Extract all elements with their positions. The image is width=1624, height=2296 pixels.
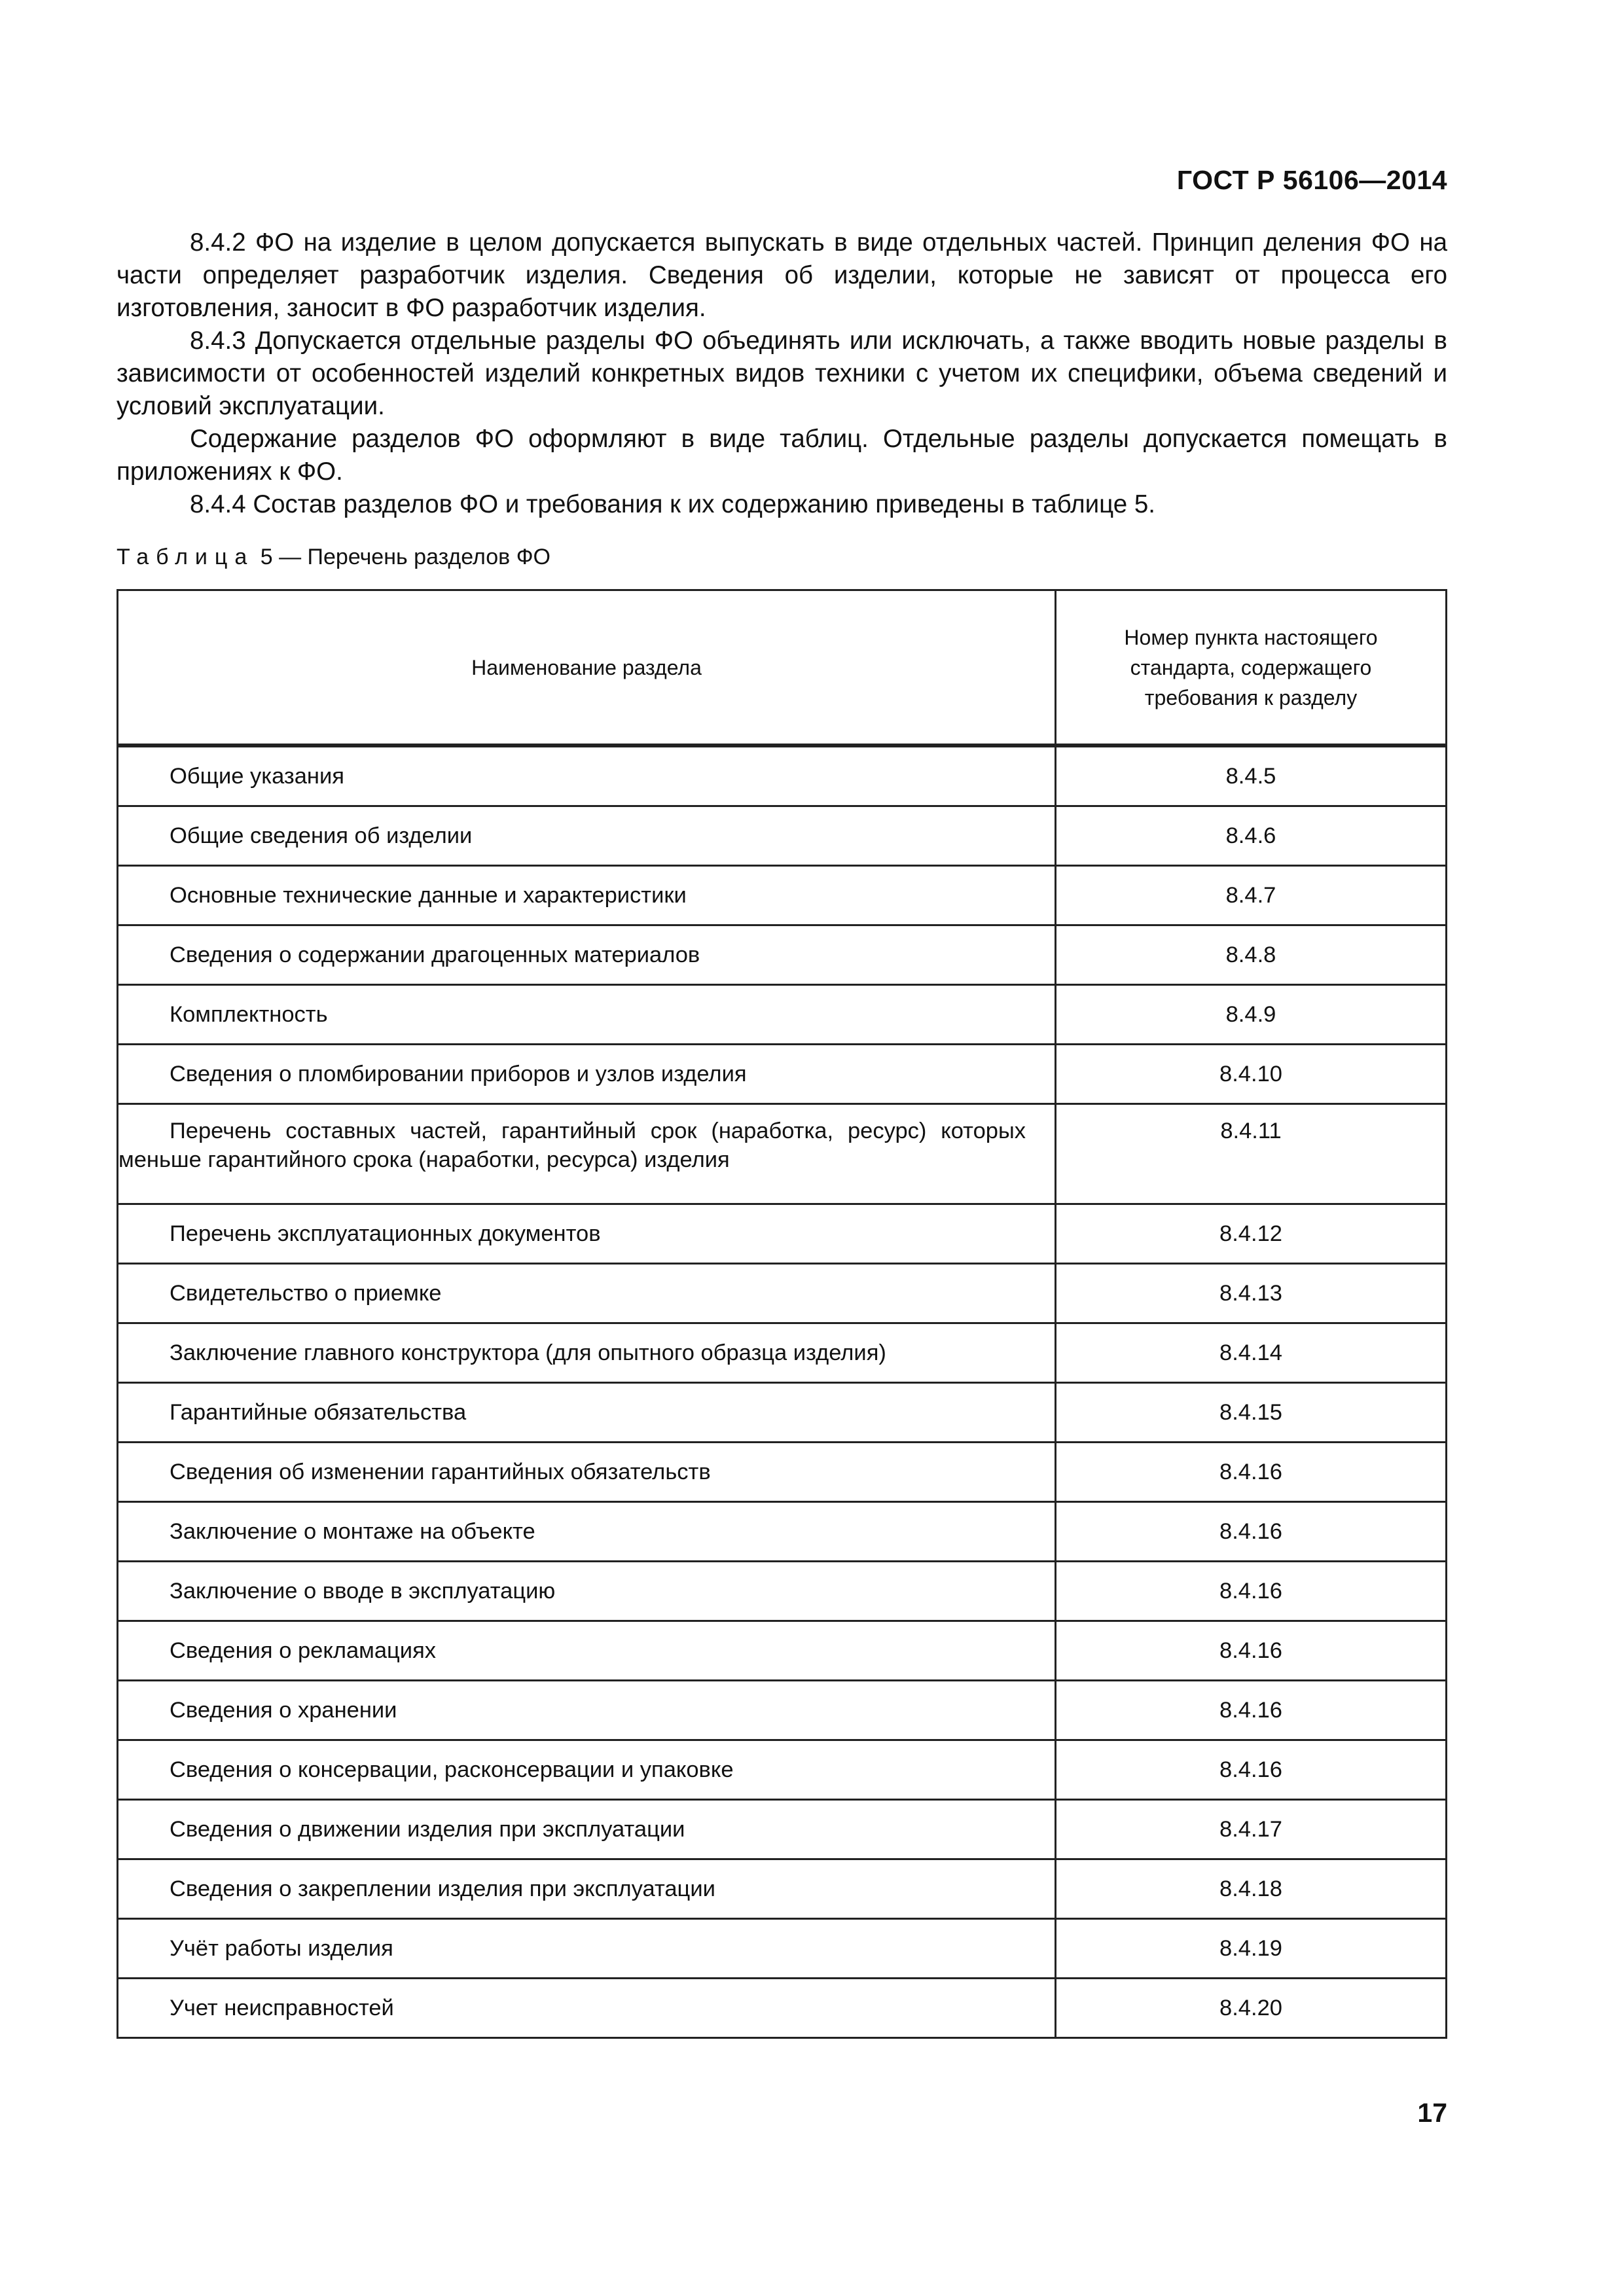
header-clause-line-3: требования к разделу [1144,685,1358,709]
row-section-name: Сведения о консервации, расконсервации и упаковке [118,1740,1056,1800]
row-section-name: Сведения о хранении [118,1681,1056,1740]
table-row [118,745,1447,806]
row-clause-number: 8.4.16 [1056,1562,1447,1621]
row-clause-number: 8.4.8 [1056,925,1447,985]
row-clause-number: 8.4.20 [1056,1979,1447,2038]
row-section-name-cell [118,1104,1056,1204]
table-row [118,1443,1447,1502]
table-row [118,1919,1447,1979]
row-clause-number: 8.4.18 [1056,1859,1447,1919]
row-section-name: Свидетельство о приемке [118,1264,1056,1323]
header-clause-line-2: стандарта, содержащего [1130,655,1372,679]
row-section-name: Комплектность [118,985,1056,1045]
paragraph-8-4-3: 8.4.3 Допускается отдельные разделы ФО объединять или исключать, а также вводить новые разделы в зависимости от особенностей изделий конкретных видов техники с учетом их специфики, объема сведений и условий эксплуатации. [117,327,1447,420]
row-section-name: Гарантийные обязательства [118,1383,1056,1443]
table-row [118,1383,1447,1443]
table-row [118,1323,1447,1383]
header-section-name: Наименование раздела [118,590,1056,746]
row-section-name: Сведения о пломбировании приборов и узлов изделия [118,1045,1056,1104]
paragraph-8-4-4: 8.4.4 Состав разделов ФО и требования к их содержанию приведены в таблице 5. [190,490,1155,518]
row-clause-number: 8.4.16 [1056,1740,1447,1800]
row-clause-number: 8.4.16 [1056,1621,1447,1681]
table-row [118,1502,1447,1562]
table-caption-title: 5 — Перечень разделов ФО [254,545,550,569]
paragraph-8-4-2: 8.4.2 ФО на изделие в целом допускается выпускать в виде отдельных частей. Принцип деления ФО на части определяет разработчик изделия. Сведения об изделии, которые не зависят от процесса его изготовления, заносит в ФО разработчик изделия. [117,228,1447,322]
row-clause-number: 8.4.16 [1056,1443,1447,1502]
row-clause-number: 8.4.10 [1056,1045,1447,1104]
row-section-name: Заключение о монтаже на объекте [118,1502,1056,1562]
row-section-name: Сведения об изменении гарантийных обязательств [118,1443,1056,1502]
table-row [118,1681,1447,1740]
row-section-name: Сведения о рекламациях [118,1621,1056,1681]
table-row [118,1621,1447,1681]
sections-table [117,589,1447,2039]
row-section-name: Сведения о движении изделия при эксплуатации [118,1800,1056,1859]
body-text [117,226,1447,521]
row-clause-number: 8.4.6 [1056,806,1447,866]
table-row [118,1204,1447,1264]
table-row [118,1979,1447,2038]
table-row [118,1264,1447,1323]
row-section-name: Учёт работы изделия [118,1919,1056,1979]
header-clause-number [1056,590,1447,746]
table-row [118,925,1447,985]
row-section-name: Сведения о содержании драгоценных материалов [118,925,1056,985]
row-section-name: Заключение о вводе в эксплуатацию [118,1562,1056,1621]
table-row [118,1800,1447,1859]
row-section-name: Сведения о закреплении изделия при эксплуатации [118,1859,1056,1919]
row-clause-number: 8.4.16 [1056,1681,1447,1740]
table-row [118,1859,1447,1919]
table-row [118,985,1447,1045]
table-row [118,1562,1447,1621]
row-clause-number: 8.4.17 [1056,1800,1447,1859]
row-section-name: Основные технические данные и характеристики [118,866,1056,925]
row-clause-number: 8.4.13 [1056,1264,1447,1323]
row-clause-number: 8.4.14 [1056,1323,1447,1383]
row-section-name: Учет неисправностей [118,1979,1056,2038]
row-clause-number: 8.4.11 [1056,1104,1447,1204]
table-row [118,1740,1447,1800]
row-section-name: Перечень составных частей, гарантийный срок (наработка, ресурс) которых меньше гарантийного срока (наработки, ресурса) изделия [118,1119,1026,1172]
table-caption [117,545,550,570]
paragraph-tables-note: Содержание разделов ФО оформляют в виде таблиц. Отдельные разделы допускается помещать в приложениях к ФО. [117,425,1447,486]
row-section-name: Заключение главного конструктора (для опытного образца изделия) [118,1323,1056,1383]
table-header-row [118,590,1447,746]
row-clause-number: 8.4.9 [1056,985,1447,1045]
row-section-name: Общие указания [118,745,1056,806]
row-clause-number: 8.4.5 [1056,745,1447,806]
row-clause-number: 8.4.16 [1056,1502,1447,1562]
row-clause-number: 8.4.15 [1056,1383,1447,1443]
table-row [118,866,1447,925]
table-row [118,1104,1447,1204]
page-number: 17 [1417,2098,1447,2128]
row-section-name: Перечень эксплуатационных документов [118,1204,1056,1264]
row-clause-number: 8.4.7 [1056,866,1447,925]
row-clause-number: 8.4.19 [1056,1919,1447,1979]
document-code: ГОСТ Р 56106—2014 [1176,165,1447,195]
table-row [118,806,1447,866]
row-clause-number: 8.4.12 [1056,1204,1447,1264]
table-caption-label: Таблица [117,545,255,569]
header-clause-line-1: Номер пункта настоящего [1124,625,1378,649]
row-section-name: Общие сведения об изделии [118,806,1056,866]
table-row [118,1045,1447,1104]
